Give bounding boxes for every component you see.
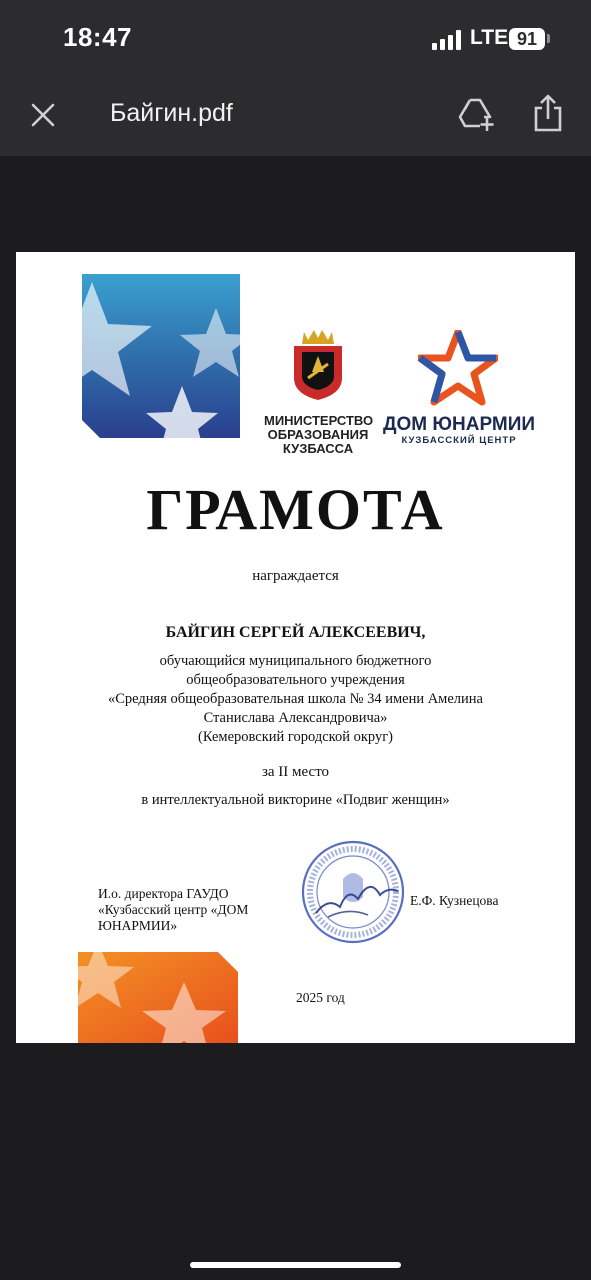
signer-name: Е.Ф. Кузнецова: [410, 893, 499, 908]
certificate-year: 2025 год: [296, 990, 345, 1005]
recipient-name: БАЙГИН СЕРГЕЙ АЛЕКСЕЕВИЧ,: [165, 624, 426, 641]
dom-yunarmii-title: ДОМ ЮНАРМИИ: [382, 414, 536, 435]
signer-title-line: «Кузбасский центр «ДОМ: [98, 902, 249, 917]
ministry-line: КУЗБАССА: [282, 441, 354, 456]
blue-star-panel: [82, 274, 240, 438]
description-line: общеобразовательного учреждения: [186, 672, 405, 688]
description-line: «Средняя общеобразовательная школа № 34 имени Амелина: [108, 691, 483, 707]
ministry-line: МИНИСТЕРСТВО: [264, 413, 374, 428]
battery-tip: [547, 34, 550, 43]
description-line: Станислава Александровича»: [203, 710, 388, 726]
description-line: обучающийся муниципального бюджетного: [159, 653, 432, 669]
orange-star-panel: [78, 952, 238, 1043]
kuzbass-coat-of-arms: [288, 328, 348, 402]
ministry-logo-text: [264, 414, 372, 456]
share-icon[interactable]: [530, 92, 566, 134]
add-to-drive-icon[interactable]: [456, 94, 496, 134]
file-title: Байгин.pdf: [110, 99, 233, 127]
recipient-description: [16, 652, 575, 747]
official-stamp: [298, 837, 408, 947]
signer-title: [98, 886, 248, 934]
signer-title-line: ЮНАРМИИ»: [98, 918, 178, 933]
pdf-page: [16, 252, 575, 1043]
network-type: LTE: [470, 26, 509, 49]
viewer-toolbar: [0, 78, 591, 156]
dom-yunarmii-subtitle: КУЗБАССКИЙ ЦЕНТР: [401, 435, 517, 446]
home-indicator[interactable]: [190, 1262, 401, 1268]
event-text: в интеллектуальной викторине «Подвиг женщин»: [141, 792, 450, 808]
status-bar: [0, 0, 591, 78]
awarded-text: награждается: [252, 568, 339, 584]
dom-yunarmii-star-icon: [418, 330, 498, 406]
place-text: за II место: [261, 764, 330, 780]
ministry-line: ОБРАЗОВАНИЯ: [267, 427, 369, 442]
close-icon[interactable]: [28, 100, 58, 130]
signal-icon: [432, 30, 464, 50]
signer-title-line: И.о. директора ГАУДО: [98, 886, 229, 901]
description-line: (Кемеровский городской округ): [198, 729, 393, 745]
status-time: 18:47: [63, 22, 132, 52]
battery-icon: 91: [509, 28, 545, 50]
certificate-heading: ГРАМОТА: [146, 477, 445, 542]
